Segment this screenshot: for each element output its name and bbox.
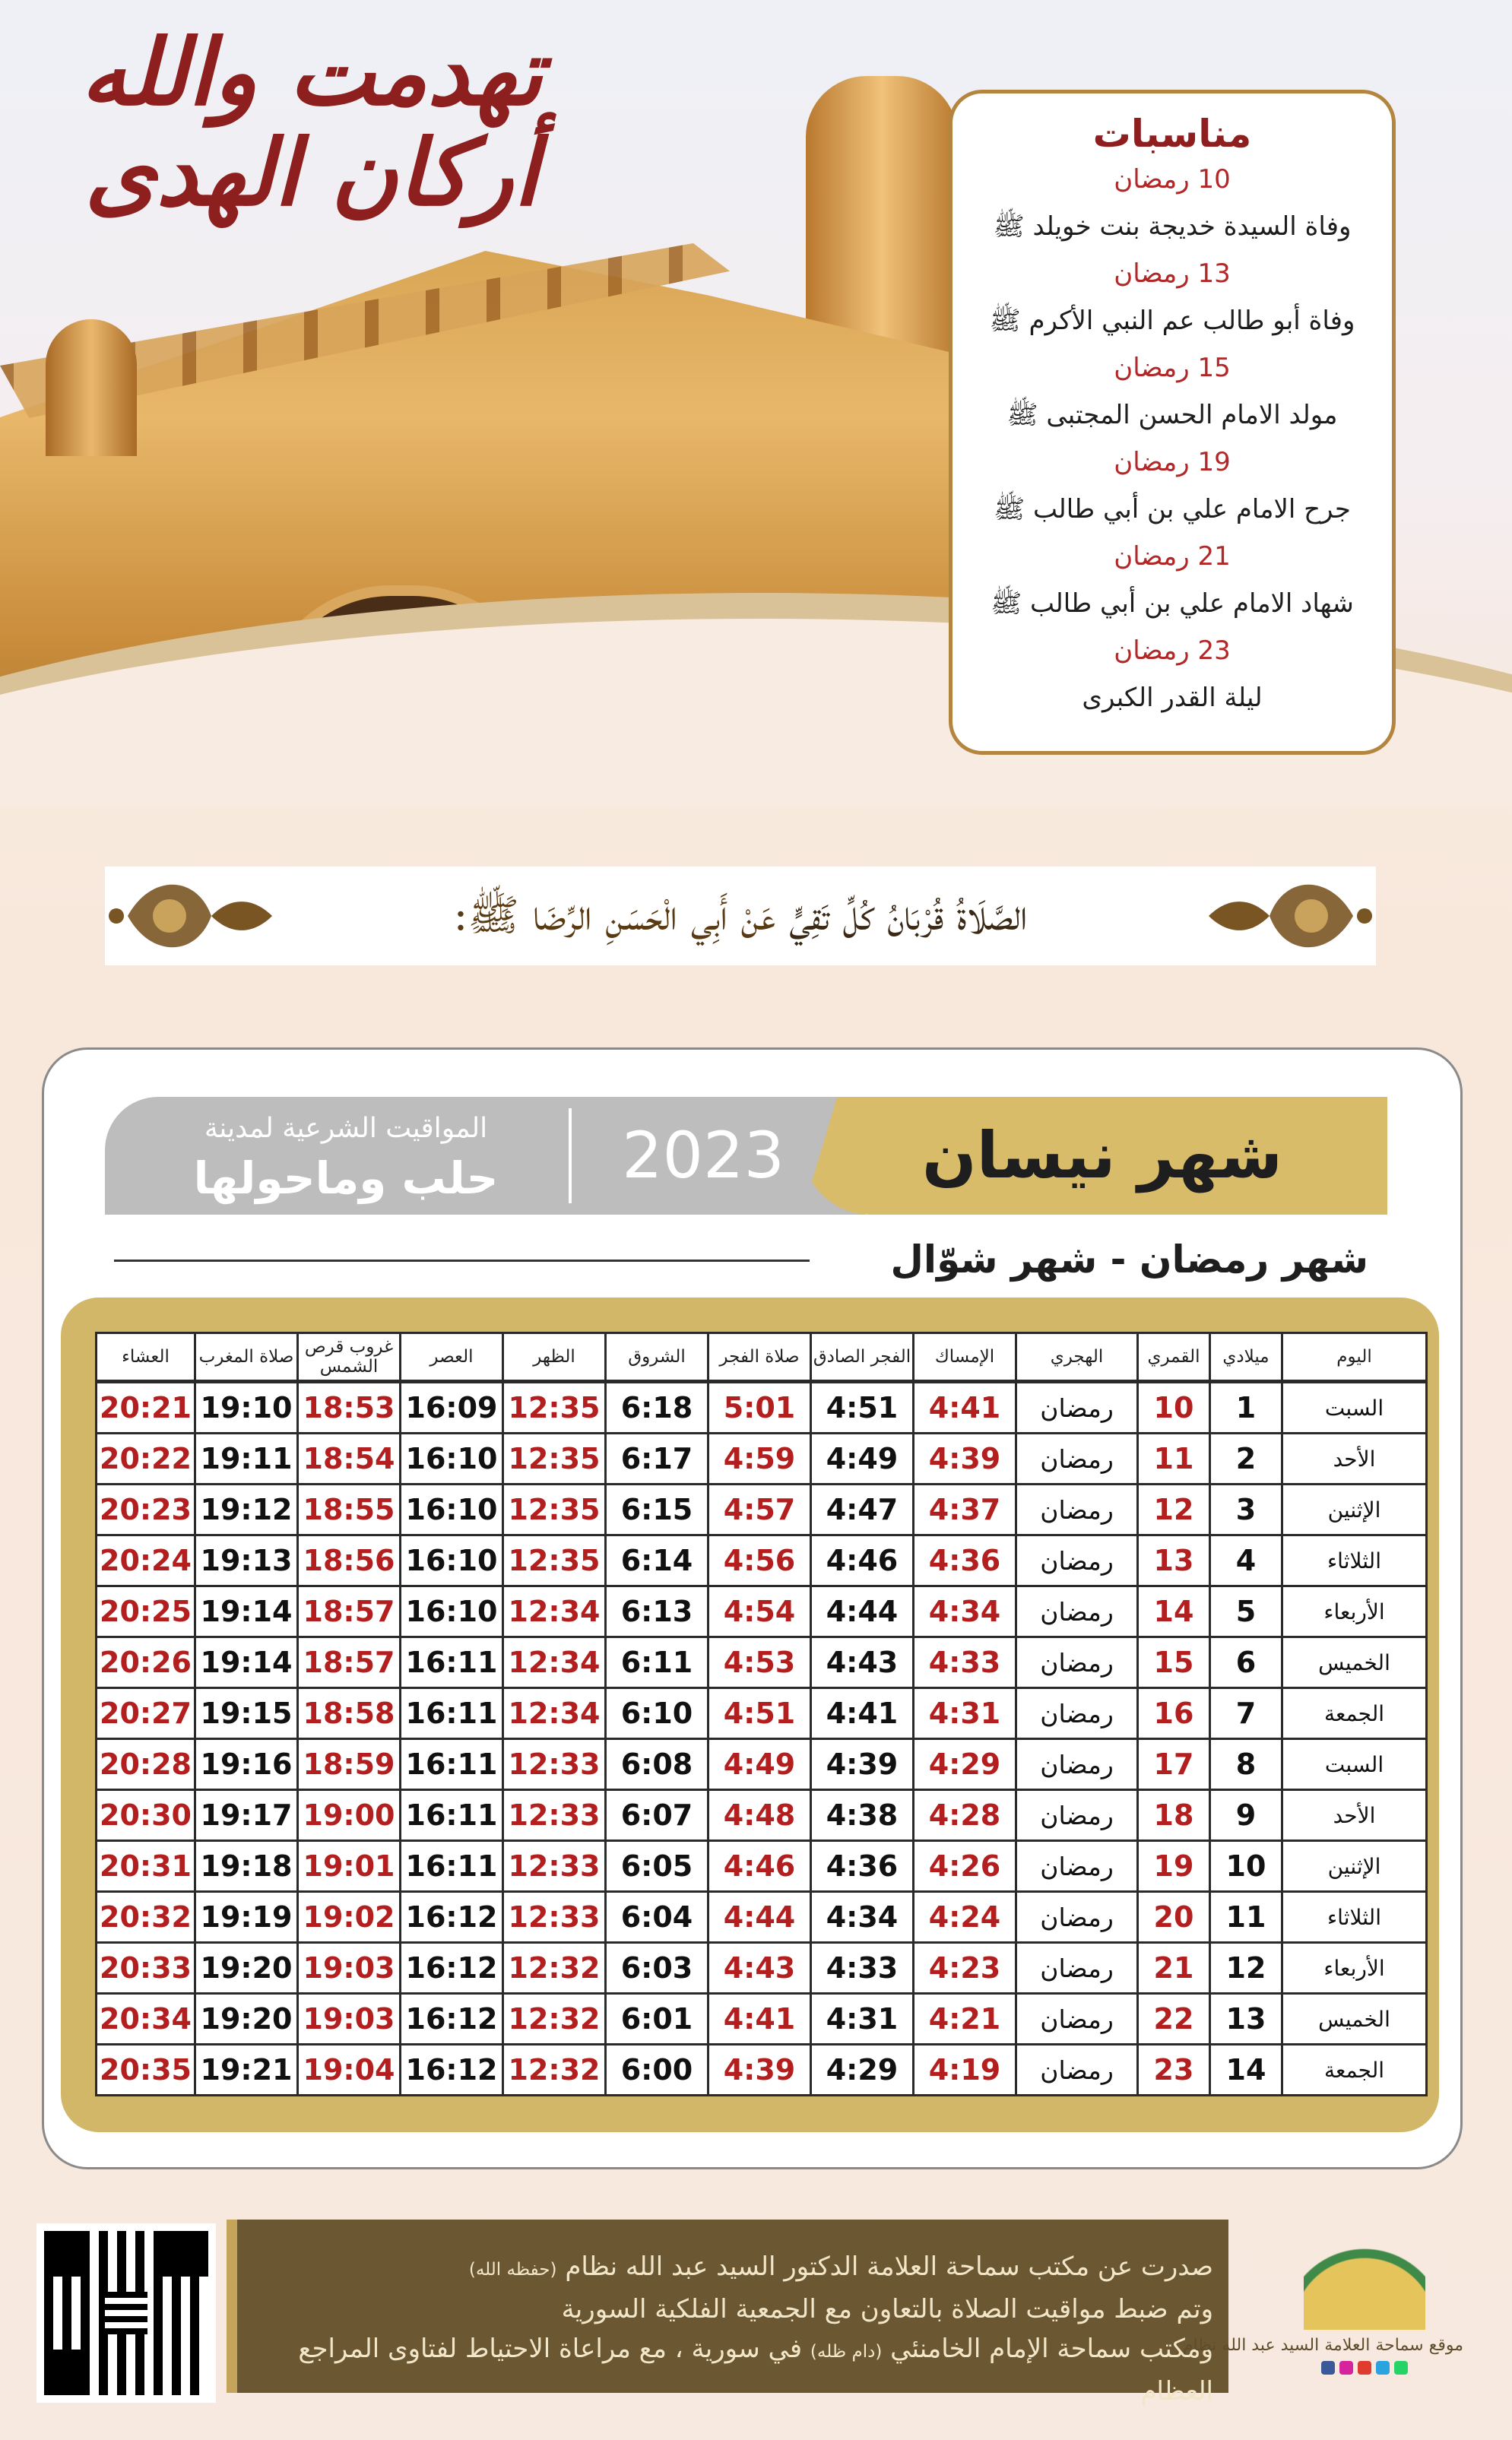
table-cell: 12:33 [503,1892,606,1943]
table-cell: 4:37 [914,1485,1016,1535]
column-header: الشروق [606,1333,708,1382]
ornament-right-icon [1193,867,1376,965]
table-cell: رمضان [1016,1434,1138,1485]
table-cell: 18:57 [298,1637,401,1688]
table-cell: 4:28 [914,1790,1016,1841]
table-cell: رمضان [1016,1739,1138,1790]
table-cell: الإثنين [1282,1841,1427,1892]
table-cell: 3 [1210,1485,1282,1535]
table-cell: 12:33 [503,1790,606,1841]
table-cell: 4:57 [708,1485,811,1535]
table-row [97,1485,1427,1535]
table-cell: 11 [1210,1892,1282,1943]
table-cell: 6:18 [606,1382,708,1434]
table-cell: 16:11 [401,1739,503,1790]
table-cell: 18 [1138,1790,1210,1841]
column-header: العصر [401,1333,503,1382]
column-header: القمري [1138,1333,1210,1382]
occasions-card [949,90,1396,755]
table-cell: 7 [1210,1688,1282,1739]
table-cell: 16:09 [401,1382,503,1434]
table-cell: 20:26 [97,1637,195,1688]
table-cell: الأربعاء [1282,1943,1427,1994]
table-cell: 6:14 [606,1535,708,1586]
table-cell: 4:43 [811,1637,914,1688]
table-cell: الثلاثاء [1282,1892,1427,1943]
table-row [97,2045,1427,2096]
table-cell: 20:22 [97,1434,195,1485]
table-cell: 5:01 [708,1382,811,1434]
table-cell: 12:34 [503,1688,606,1739]
calligraphy-title: تهدمت والله أركان الهدى [81,19,543,227]
table-cell: 6 [1210,1637,1282,1688]
table-cell: 20:28 [97,1739,195,1790]
table-cell: 6:07 [606,1790,708,1841]
table-cell: 14 [1210,2045,1282,2096]
footer-line3b: في سورية ، مع مراعاة الاحتياط لفتاوى المراجع العظام [298,2334,1213,2407]
table-cell: 9 [1210,1790,1282,1841]
table-cell: 19:11 [195,1434,298,1485]
table-cell: الإثنين [1282,1485,1427,1535]
table-cell: 19:17 [195,1790,298,1841]
table-cell: 12 [1138,1485,1210,1535]
column-header: الظهر [503,1333,606,1382]
table-cell: 4:41 [811,1688,914,1739]
hadith-body: الصَّلَاةُ قُرْبَانُ كُلِّ تَقِيٍّ [789,891,1028,940]
table-cell: 12:32 [503,2045,606,2096]
table-cell: 4:53 [708,1637,811,1688]
year-label: 2023 [622,1118,785,1193]
table-cell: الخميس [1282,1637,1427,1688]
table-cell: 6:05 [606,1841,708,1892]
table-cell: 4:19 [914,2045,1016,2096]
city-subtitle: المواقيت الشرعية لمدينة [204,1113,488,1144]
table-cell: 4:39 [914,1434,1016,1485]
table-cell: 6:13 [606,1586,708,1637]
table-cell: 4:23 [914,1943,1016,1994]
table-cell: الأحد [1282,1790,1427,1841]
hadith-text [287,867,1193,965]
table-row [97,1790,1427,1841]
table-cell: 19:04 [298,2045,401,2096]
table-cell: 6:08 [606,1739,708,1790]
table-cell: 12:34 [503,1637,606,1688]
table-cell: 19:12 [195,1485,298,1535]
table-cell: 20:21 [97,1382,195,1434]
table-cell: 1 [1210,1382,1282,1434]
table-cell: 12:34 [503,1586,606,1637]
table-cell: 18:54 [298,1434,401,1485]
footer-line1-note: (حفظه الله) [468,2260,557,2280]
table-cell: 19:10 [195,1382,298,1434]
table-row [97,1943,1427,1994]
table-cell: 19:00 [298,1790,401,1841]
social-icons [1266,2361,1463,2375]
table-cell: 12:33 [503,1841,606,1892]
table-cell: رمضان [1016,1994,1138,2045]
table-cell: رمضان [1016,1841,1138,1892]
table-cell: 19:19 [195,1892,298,1943]
occasion-date: 21 رمضان [1114,541,1231,572]
table-cell: 4:33 [914,1637,1016,1688]
table-cell: السبت [1282,1739,1427,1790]
left-dome-image [46,319,137,456]
table-cell: 18:59 [298,1739,401,1790]
city-name: حلب وماحولها [193,1152,499,1204]
table-cell: 12:32 [503,1994,606,2045]
table-cell: 4:41 [914,1382,1016,1434]
table-cell: 22 [1138,1994,1210,2045]
table-cell: 4:44 [811,1586,914,1637]
table-cell: رمضان [1016,1586,1138,1637]
column-header: اليوم [1282,1333,1427,1382]
telegram-icon[interactable] [1376,2361,1390,2375]
table-cell: 4:54 [708,1586,811,1637]
table-cell: 4:21 [914,1994,1016,2045]
table-cell: 21 [1138,1943,1210,1994]
table-cell: 19 [1138,1841,1210,1892]
column-header: صلاة المغرب [195,1333,298,1382]
table-cell: 4:41 [708,1994,811,2045]
occasion-date: 13 رمضان [1114,258,1231,289]
table-cell: 16:12 [401,2045,503,2096]
table-cell: 4:48 [708,1790,811,1841]
table-row [97,1994,1427,2045]
occasion-event: شهاد الامام علي بن أبي طالب ﷺ [991,588,1354,619]
table-cell: 19:20 [195,1943,298,1994]
table-cell: 4:31 [811,1994,914,2045]
table-cell: 4:49 [811,1434,914,1485]
table-cell: 16:10 [401,1535,503,1586]
footer-line1: صدرت عن مكتب سماحة العلامة الدكتور السيد عبد الله نظام [565,2251,1213,2282]
table-cell: الأحد [1282,1434,1427,1485]
table-cell: الأربعاء [1282,1586,1427,1637]
table-cell: الثلاثاء [1282,1535,1427,1586]
table-cell: 4:46 [708,1841,811,1892]
occasion-event: ليلة القدر الكبرى [1082,683,1263,713]
table-cell: 6:03 [606,1943,708,1994]
logo-caption: موقع سماحة العلامة السيد عبد الله نظام [1182,2336,1463,2355]
table-cell: 15 [1138,1637,1210,1688]
table-row [97,1688,1427,1739]
table-header-row [97,1333,1427,1382]
table-cell: 19:18 [195,1841,298,1892]
table-cell: 6:17 [606,1434,708,1485]
whatsapp-icon[interactable] [1394,2361,1408,2375]
table-cell: 16:12 [401,1943,503,1994]
occasion-event: جرح الامام علي بن أبي طالب ﷺ [994,494,1351,524]
table-cell: رمضان [1016,1790,1138,1841]
table-cell: 12:35 [503,1535,606,1586]
table-cell: رمضان [1016,1892,1138,1943]
occasions-title: مناسبات [1092,112,1252,156]
table-cell: 4:36 [914,1535,1016,1586]
table-cell: 12:33 [503,1739,606,1790]
table-cell: 20:31 [97,1841,195,1892]
table-row [97,1739,1427,1790]
table-cell: 4:38 [811,1790,914,1841]
table-cell: 19:16 [195,1739,298,1790]
table-cell: 13 [1210,1994,1282,2045]
youtube-icon[interactable] [1358,2361,1371,2375]
table-row [97,1637,1427,1688]
table-cell: 4:31 [914,1688,1016,1739]
table-body [97,1382,1427,2096]
table-cell: 19:02 [298,1892,401,1943]
table-cell: 19:14 [195,1586,298,1637]
table-cell: 19:01 [298,1841,401,1892]
table-cell: الجمعة [1282,2045,1427,2096]
table-cell: رمضان [1016,2045,1138,2096]
table-cell: 4:33 [811,1943,914,1994]
table-cell: 13 [1138,1535,1210,1586]
table-cell: 2 [1210,1434,1282,1485]
table-cell: 4:47 [811,1485,914,1535]
table-cell: 4:46 [811,1535,914,1586]
table-cell: 16 [1138,1688,1210,1739]
table-cell: 12:35 [503,1485,606,1535]
column-header: الفجر الصادق [811,1333,914,1382]
table-cell: 20:25 [97,1586,195,1637]
table-cell: 18:53 [298,1382,401,1434]
table-cell: 19:21 [195,2045,298,2096]
table-cell: 20:34 [97,1994,195,2045]
occasion-date: 10 رمضان [1114,164,1231,195]
footer-line3-note: (دام ظله) [810,2342,883,2362]
table-cell: 4:36 [811,1841,914,1892]
occasion-date: 19 رمضان [1114,447,1231,477]
qr-code-icon[interactable] [36,2223,216,2403]
table-cell: 16:12 [401,1994,503,2045]
table-cell: 20:23 [97,1485,195,1535]
table-cell: 20:30 [97,1790,195,1841]
table-cell: 4:29 [914,1739,1016,1790]
table-cell: 4:39 [708,2045,811,2096]
table-cell: 16:10 [401,1434,503,1485]
table-cell: 14 [1138,1586,1210,1637]
table-cell: 4:59 [708,1434,811,1485]
table-cell: 23 [1138,2045,1210,2096]
table-cell: 5 [1210,1586,1282,1637]
occasion-date: 15 رمضان [1114,353,1231,383]
table-cell: 4:51 [811,1382,914,1434]
table-cell: الخميس [1282,1994,1427,2045]
table-cell: 18:58 [298,1688,401,1739]
table-cell: 20:35 [97,2045,195,2096]
ornament-left-icon [105,867,287,965]
table-cell: رمضان [1016,1485,1138,1535]
table-cell: 17 [1138,1739,1210,1790]
table-cell: 20:27 [97,1688,195,1739]
column-header: ميلادي [1210,1333,1282,1382]
divider-line [114,1260,810,1262]
table-cell: الجمعة [1282,1688,1427,1739]
hadith-attribution: عَنْ أَبِي الْحَسَنِ الرِّضَا ﷺ: [453,891,776,940]
table-cell: 16:12 [401,1892,503,1943]
occasion-date: 23 رمضان [1114,635,1231,666]
hijri-months: شهر رمضان - شهر شوّال [890,1237,1368,1282]
site-logo[interactable] [1182,2216,1463,2360]
table-cell: 4:39 [811,1739,914,1790]
column-header: الإمساك [914,1333,1016,1382]
table-cell: 19:14 [195,1637,298,1688]
column-header: الهجري [1016,1333,1138,1382]
table-cell: 18:57 [298,1586,401,1637]
table-cell: 6:11 [606,1637,708,1688]
table-cell: 16:10 [401,1586,503,1637]
occasion-event: مولد الامام الحسن المجتبى ﷺ [1006,400,1338,430]
table-cell: 12:35 [503,1382,606,1434]
table-cell: 10 [1138,1382,1210,1434]
table-cell: 20:33 [97,1943,195,1994]
table-row [97,1586,1427,1637]
table-row [97,1434,1427,1485]
table-cell: 4:26 [914,1841,1016,1892]
table-cell: رمضان [1016,1382,1138,1434]
table-cell: 16:10 [401,1485,503,1535]
table-cell: 18:55 [298,1485,401,1535]
table-row [97,1535,1427,1586]
table-cell: 12 [1210,1943,1282,1994]
hadith-banner [105,867,1376,965]
table-cell: 6:15 [606,1485,708,1535]
table-cell: 4:44 [708,1892,811,1943]
table-row [97,1841,1427,1892]
dome-logo-icon [1304,2216,1425,2330]
occasion-event: وفاة أبو طالب عم النبي الأكرم ﷺ [989,306,1355,336]
table-cell: 16:11 [401,1790,503,1841]
table-cell: 4:51 [708,1688,811,1739]
footer-text [252,2247,1213,2411]
table-cell: 18:56 [298,1535,401,1586]
table-cell: 20:24 [97,1535,195,1586]
table-cell: 4:24 [914,1892,1016,1943]
table-cell: 4:34 [914,1586,1016,1637]
prayer-times-table [95,1332,1428,2096]
table-cell: 20 [1138,1892,1210,1943]
month-title: شهر نيسان [921,1118,1283,1193]
table-cell: 19:03 [298,1994,401,2045]
table-cell: 6:00 [606,2045,708,2096]
table-cell: 12:35 [503,1434,606,1485]
table-cell: 16:11 [401,1841,503,1892]
table-cell: 4:43 [708,1943,811,1994]
instagram-icon[interactable] [1339,2361,1353,2375]
table-cell: 4:29 [811,2045,914,2096]
footer-line2: وتم ضبط مواقيت الصلاة بالتعاون مع الجمعية الفلكية السورية [561,2294,1213,2324]
table-cell: 19:15 [195,1688,298,1739]
table-cell: 11 [1138,1434,1210,1485]
footer-notice [227,2220,1228,2407]
table-cell: 19:20 [195,1994,298,2045]
table-cell: 19:03 [298,1943,401,1994]
footer-line3a: ومكتب سماحة الإمام الخامنئي [890,2334,1213,2364]
divider [569,1108,572,1203]
table-cell: 20:32 [97,1892,195,1943]
column-header: العشاء [97,1333,195,1382]
table-cell: 10 [1210,1841,1282,1892]
table-cell: 8 [1210,1739,1282,1790]
table-row [97,1382,1427,1434]
table-cell: 6:04 [606,1892,708,1943]
table-cell: رمضان [1016,1535,1138,1586]
table-cell: رمضان [1016,1688,1138,1739]
table-row [97,1892,1427,1943]
facebook-icon[interactable] [1321,2361,1335,2375]
table-cell: 19:13 [195,1535,298,1586]
table-cell: 4:34 [811,1892,914,1943]
table-cell: 4 [1210,1535,1282,1586]
table-cell: 4:56 [708,1535,811,1586]
table-cell: السبت [1282,1382,1427,1434]
table-cell: 16:11 [401,1688,503,1739]
table-cell: 12:32 [503,1943,606,1994]
table-cell: 16:11 [401,1637,503,1688]
column-header: صلاة الفجر [708,1333,811,1382]
table-cell: 4:49 [708,1739,811,1790]
table-cell: رمضان [1016,1943,1138,1994]
table-cell: رمضان [1016,1637,1138,1688]
column-header: غروب قرص الشمس [298,1333,401,1382]
occasion-event: وفاة السيدة خديجة بنت خويلد ﷺ [993,211,1352,242]
table-cell: 6:01 [606,1994,708,2045]
table-cell: 6:10 [606,1688,708,1739]
